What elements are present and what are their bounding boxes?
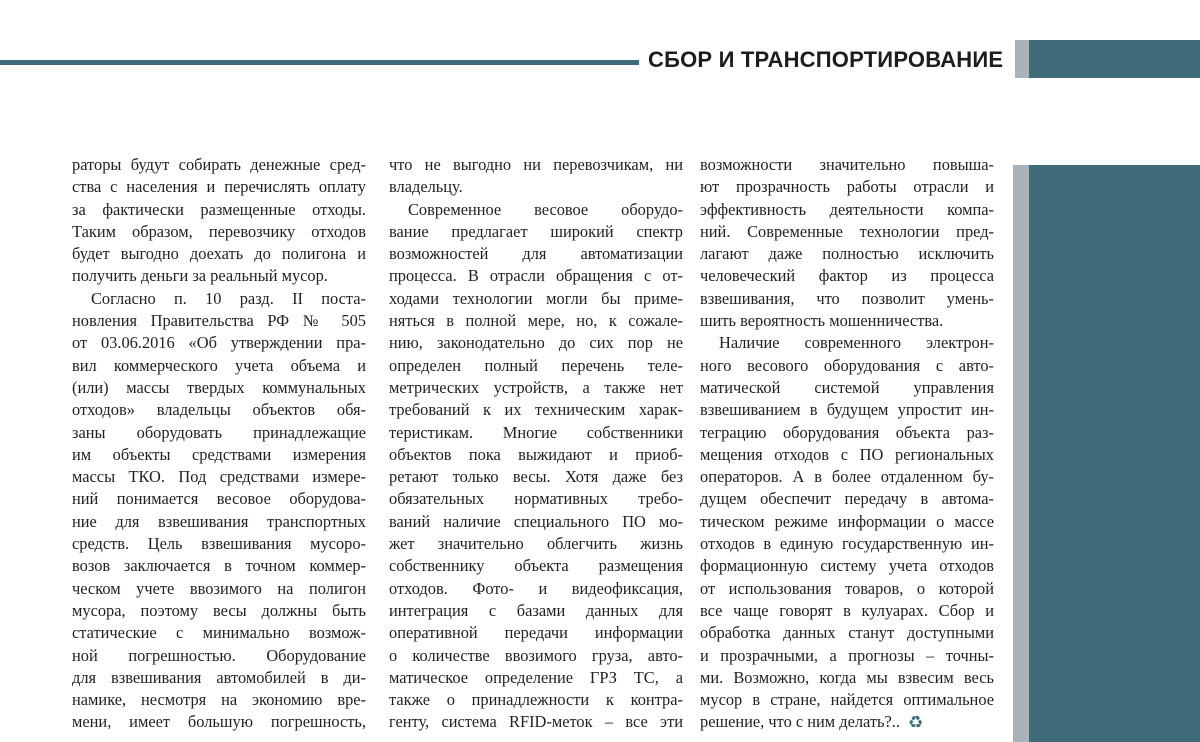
- final-sentence: решение, что с ним делать?..: [700, 712, 901, 732]
- text-line: матической системой управления: [700, 377, 994, 397]
- section-title: СБОР И ТРАНСПОРТИРОВАНИЕ: [648, 47, 1004, 72]
- text-line: метрических устройств, а также нет: [389, 377, 683, 397]
- text-line: интеграция с базами данных для: [389, 600, 683, 620]
- text-line: обработка данных станут доступными: [700, 623, 994, 643]
- side-tab-teal: [1029, 165, 1200, 742]
- text-line: средств. Цель взвешивания мусоро-: [72, 534, 366, 554]
- text-line: для взвешивания автомобилей в ди-: [72, 667, 366, 687]
- text-line: собственнику объекта размещения: [389, 556, 683, 576]
- text-line: отходов» владельцы объектов обя-: [72, 400, 366, 420]
- text-line: раторы будут собирать денежные сред-: [72, 155, 366, 174]
- text-line: ют прозрачность работы отрасли и: [700, 177, 994, 197]
- text-line: операторов. А в более отдаленном бу-: [700, 467, 994, 487]
- text-line: все чаще говорят в кулуарах. Сбор и: [700, 600, 994, 620]
- text-line: генту, система RFID-меток – все эти: [389, 712, 683, 732]
- text-line: владельцу.: [389, 177, 463, 197]
- text-line: статические с минимально возмож-: [72, 623, 366, 643]
- text-line: ний. Современные технологии пред-: [700, 221, 994, 241]
- text-line: Современное весовое оборудо-: [408, 199, 683, 219]
- text-line: ного весового оборудования с авто-: [700, 355, 994, 375]
- text-line: возможностей для автоматизации: [389, 244, 683, 264]
- text-line: ний понимается весовое оборудова-: [72, 489, 366, 509]
- header-tab-teal: [1029, 40, 1200, 78]
- text-line: и прозрачными, а прогнозы – точны-: [700, 645, 994, 665]
- text-line: оперативной передачи информации: [389, 623, 683, 643]
- text-line: получить деньги за реальный мусор.: [72, 266, 328, 286]
- text-line: Наличие современного электрон-: [719, 333, 994, 353]
- text-line: мусора, поэтому весы должны быть: [72, 600, 366, 620]
- text-column-2: [389, 154, 683, 734]
- text-line: им объекты средствами измерения: [72, 444, 366, 464]
- text-line: жет значительно облегчить жизнь: [389, 534, 683, 554]
- text-line: от 03.06.2016 «Об утверждении пра-: [72, 333, 366, 353]
- text-line: мусор в стране, найдется оптимальное: [700, 690, 994, 710]
- text-line: требований к их техническим харак-: [389, 400, 683, 420]
- text-line: Таким образом, перевозчику отходов: [72, 221, 366, 241]
- text-line: тическом режиме информации о массе: [700, 511, 994, 531]
- text-line: вание предлагает широкий спектр: [389, 221, 683, 241]
- text-line: объектов пока выжидают и приоб-: [389, 444, 683, 464]
- text-column-1: [72, 154, 366, 734]
- text-line: отходов в единую государственную ин-: [700, 534, 994, 554]
- text-line: ческом учете ввозимого на полигон: [72, 578, 366, 598]
- recycle-icon: ♻: [908, 713, 924, 734]
- text-line: отходов. Фото- и видеофиксация,: [389, 578, 683, 598]
- text-line: намике, несмотря на экономию вре-: [72, 690, 366, 710]
- text-line: няться в полной мере, но, к сожале-: [389, 311, 683, 331]
- text-line: ства с населения и перечислять оплату: [72, 177, 366, 197]
- text-line: ной погрешностью. Оборудование: [72, 645, 366, 665]
- text-line: эффективность деятельности компа-: [700, 199, 994, 219]
- text-line: формационную систему учета отходов: [700, 556, 994, 576]
- text-line: ние для взвешивания транспортных: [72, 511, 366, 531]
- text-line: процесса. В отрасли обращения с от-: [389, 266, 683, 286]
- text-line: Согласно п. 10 разд. II поста-: [91, 288, 366, 308]
- text-line: будет выгодно доехать до полигона и: [72, 244, 366, 264]
- text-line: человеческий фактор из процесса: [700, 266, 994, 286]
- text-line: обязательных нормативных требо-: [389, 489, 683, 509]
- side-tab-grey: [1013, 165, 1029, 742]
- text-line: заны оборудовать принадлежащие: [72, 422, 366, 442]
- text-line: мени, имеет большую погрешность,: [72, 712, 366, 732]
- text-line: что не выгодно ни перевозчикам, ни: [389, 155, 683, 174]
- text-line: массы ТКО. Под средствами измере-: [72, 467, 366, 487]
- header-rule: [0, 60, 639, 65]
- text-line: матическое определение ГРЗ ТС, а: [389, 667, 683, 687]
- text-line: ретают только весы. Хотя даже без: [389, 467, 683, 487]
- text-line: возов заключается в точном коммер-: [72, 556, 366, 576]
- text-line: теграцию оборудования объекта раз-: [700, 422, 994, 442]
- text-line: мещения отходов с ПО региональных: [700, 444, 994, 464]
- text-line: возможности значительно повыша-: [700, 155, 994, 174]
- text-line: взвешивания, что позволит умень-: [700, 288, 994, 308]
- text-line: ходами технологии могли бы приме-: [389, 288, 683, 308]
- text-line: ваний наличие специального ПО мо-: [389, 511, 683, 531]
- text-line: теристикам. Многие собственники: [389, 422, 683, 442]
- text-line: (или) массы твердых коммунальных: [72, 377, 366, 397]
- text-line: новления Правительства РФ № 505: [72, 311, 366, 331]
- text-column-3: [700, 154, 994, 735]
- text-line: нию, законодательно до сих пор не: [389, 333, 683, 353]
- header-tab-grey: [1015, 40, 1029, 78]
- text-line: также о принадлежности к контра-: [389, 690, 683, 710]
- text-line: от использования товаров, о которой: [700, 578, 994, 598]
- text-line: о количестве ввозимого груза, авто-: [389, 645, 683, 665]
- text-line: взвешиванием в будущем упростит ин-: [700, 400, 994, 420]
- text-line: шить вероятность мошенничества.: [700, 311, 944, 331]
- text-line: дущем обеспечит передачу в автома-: [700, 489, 994, 509]
- text-line: определен полный перечень теле-: [389, 355, 683, 375]
- text-line: ми. Возможно, когда мы взвесим весь: [700, 667, 994, 687]
- text-line: вил коммерческого учета объема и: [72, 355, 366, 375]
- text-line: за фактически размещенные отходы.: [72, 199, 366, 219]
- text-line-final: [700, 711, 994, 734]
- text-line: лагают даже полностью исключить: [700, 244, 994, 264]
